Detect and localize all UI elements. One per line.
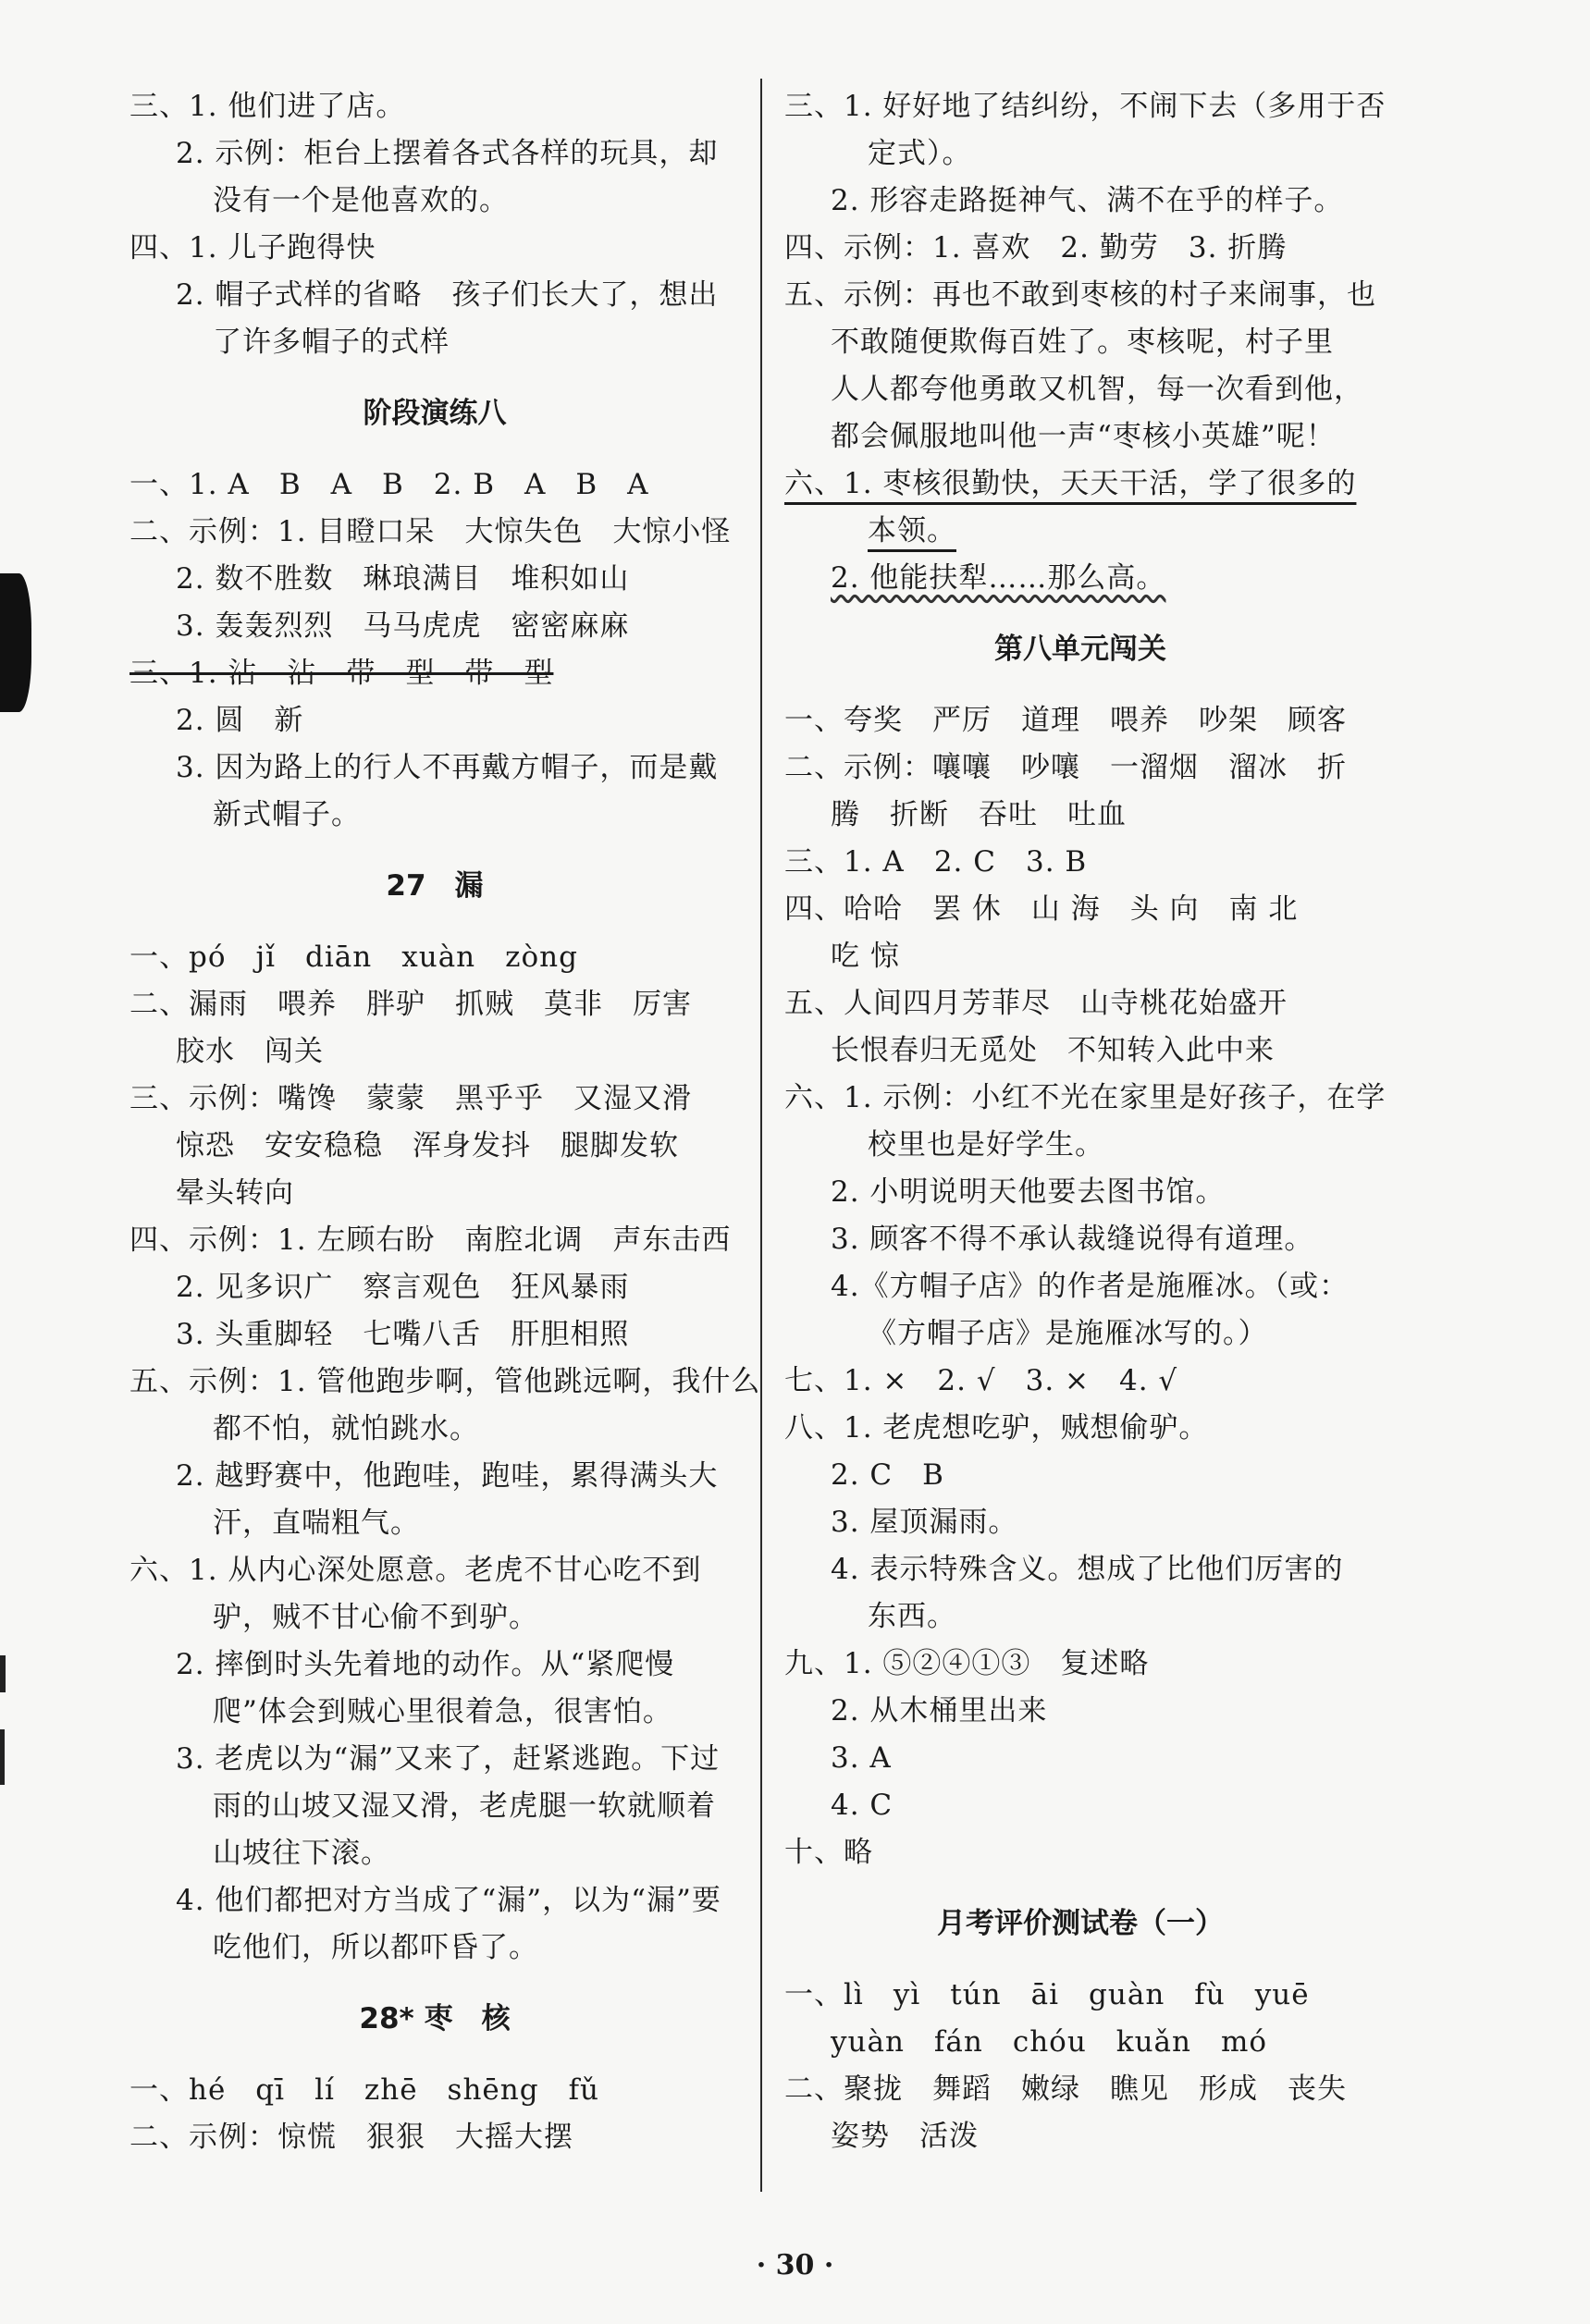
answer-line: [784, 461, 1376, 508]
struck-text: 三、1. 沾 沾 带 型 带 型: [129, 657, 554, 690]
answer-line: 五、人间四月芳菲尽 山寺桃花始盛开: [784, 987, 1288, 1020]
answer-line: 3. 因为路上的行人不再戴方帽子，而是戴: [176, 751, 719, 784]
answer-line: 4. 他们都把对方当成了“漏”，以为“漏”要: [176, 1884, 721, 1917]
answer-line: 惊恐 安安稳稳 浑身发抖 腿脚发软: [176, 1129, 679, 1162]
answer-line: 三、1. A 2. C 3. B: [784, 845, 1088, 879]
answer-line: 人人都夸他勇敢又机智，每一次看到他，: [831, 373, 1363, 406]
answer-line: 《方帽子店》是施雁冰写的。）: [868, 1317, 1268, 1350]
underlined-text: 2. 他能扶犁……那么高。: [831, 561, 1166, 595]
answer-line: 姿势 活泼: [831, 2120, 979, 2153]
answer-line: 驴，贼不甘心偷不到驴。: [213, 1601, 538, 1634]
answer-line: 2. 数不胜数 琳琅满目 堆积如山: [176, 562, 630, 596]
answer-line: 定式）。: [868, 137, 972, 170]
answer-line: 长恨春归无觅处 不知转入此中来: [831, 1034, 1275, 1067]
answer-line: 都会佩服地叫他一声“枣核小英雄”呢！: [831, 420, 1336, 453]
section-heading: 28* 枣 核: [359, 2002, 511, 2035]
answer-line: 3. 屋顶漏雨。: [831, 1506, 1018, 1539]
section-heading: 第八单元闯关: [994, 633, 1166, 666]
answer-line: [784, 555, 1376, 602]
answer-line: 2. 圆 新: [176, 704, 304, 737]
underlined-text: 本领。: [868, 514, 956, 547]
scan-edge-mark: [0, 573, 31, 712]
answer-line: 3. A: [831, 1741, 892, 1775]
answer-line: 没有一个是他喜欢的。: [213, 184, 509, 217]
answer-line: 六、1. 示例：小红不光在家里是好孩子，在学: [784, 1081, 1387, 1114]
answer-line: 三、1. 他们进了店。: [129, 90, 406, 123]
answer-line: [129, 650, 740, 697]
answer-line: 2. 见多识广 察言观色 狂风暴雨: [176, 1271, 630, 1304]
answer-line: 2. 小明说明天他要去图书馆。: [831, 1175, 1226, 1209]
answer-line: 四、1. 儿子跑得快: [129, 231, 376, 264]
answer-line: 吃 惊: [831, 940, 900, 973]
answer-line: 腾 折断 吞吐 吐血: [831, 798, 1127, 831]
answer-line: 2. 摔倒时头先着地的动作。从“紧爬慢: [176, 1648, 675, 1681]
answer-line: 吃他们，所以都吓昏了。: [213, 1931, 538, 1964]
scan-edge-mark: [0, 1729, 5, 1785]
answer-line: 二、示例：1. 目瞪口呆 大惊失色 大惊小怪: [129, 515, 732, 548]
answer-line: 3. 顾客不得不承认裁缝说得有道理。: [831, 1223, 1314, 1256]
answer-line: 校里也是好学生。: [868, 1128, 1104, 1162]
answer-line: [784, 508, 1376, 555]
answer-line: 四、示例：1. 喜欢 2. 勤劳 3. 折腾: [784, 231, 1288, 264]
section-heading: 阶段演练八: [363, 397, 507, 430]
answer-line: 山坡往下滚。: [213, 1837, 390, 1870]
answer-line: 晕头转向: [176, 1176, 294, 1210]
answer-line: 不敢随便欺侮百姓了。枣核呢，村子里: [831, 326, 1334, 359]
answer-line: 2. 从木桶里出来: [831, 1694, 1048, 1728]
answer-line: 四、示例：1. 左顾右盼 南腔北调 声东击西: [129, 1223, 732, 1257]
answer-line: 一、hé qī lí zhē shēng fǔ: [129, 2073, 600, 2107]
answer-line: 4. 表示特殊含义。想成了比他们厉害的: [831, 1553, 1344, 1586]
left-column: [129, 83, 761, 2161]
answer-line: 一、夸奖 严厉 道理 喂养 吵架 顾客: [784, 704, 1347, 737]
answer-line: 一、pó jǐ diān xuàn zòng: [129, 941, 578, 974]
answer-line: 七、1. × 2. √ 3. × 4. √: [784, 1364, 1178, 1397]
answer-line: 东西。: [868, 1600, 956, 1633]
answer-line: 八、1. 老虎想吃驴，贼想偷驴。: [784, 1411, 1209, 1445]
right-column: [784, 83, 1387, 2160]
answer-line: 2. 帽子式样的省略 孩子们长大了，想出: [176, 278, 719, 312]
answer-line: 三、示例：嘴馋 蒙蒙 黑乎乎 又湿又滑: [129, 1082, 692, 1115]
answer-line: 都不怕，就怕跳水。: [213, 1412, 479, 1445]
answer-line: 汗，直喘粗气。: [213, 1506, 420, 1540]
answer-line: 九、1. ⑤②④①③ 复述略: [784, 1647, 1150, 1680]
answer-line: 二、示例：嚷嚷 吵嚷 一溜烟 溜冰 折: [784, 751, 1347, 784]
answer-line: 五、示例：再也不敢到枣核的村子来闹事，也: [784, 278, 1376, 312]
answer-line: 3. 轰轰烈烈 马马虎虎 密密麻麻: [176, 609, 630, 643]
answer-line: 一、1. A B A B 2. B A B A: [129, 468, 649, 501]
answer-line: 四、哈哈 罢 休 山 海 头 向 南 北: [784, 892, 1299, 926]
answer-line: 五、示例：1. 管他跑步啊，管他跳远啊，我什么: [129, 1365, 761, 1398]
scan-edge-mark: [0, 1655, 6, 1692]
column-divider: [760, 79, 762, 2192]
answer-line: 2. 示例：柜台上摆着各式各样的玩具，却: [176, 137, 719, 170]
answer-line: 一、lì yì tún āi guàn fù yuē: [784, 1978, 1310, 2011]
answer-line: 二、漏雨 喂养 胖驴 抓贼 莫非 厉害: [129, 988, 692, 1021]
section-heading: 27 漏: [386, 869, 484, 903]
page-number: · 30 ·: [756, 2249, 834, 2281]
answer-line: 爬”体会到贼心里很着急，很害怕。: [213, 1695, 672, 1728]
answer-line: 二、聚拢 舞蹈 嫩绿 瞧见 形成 丧失: [784, 2072, 1347, 2106]
answer-line: 3. 头重脚轻 七嘴八舌 肝胆相照: [176, 1318, 630, 1351]
answer-line: 了许多帽子的式样: [213, 326, 450, 359]
answer-line: 二、示例：惊慌 狠狠 大摇大摆: [129, 2121, 573, 2154]
answer-line: 4.《方帽子店》的作者是施雁冰。（或：: [831, 1270, 1350, 1303]
answer-line: 2. 越野赛中，他跑哇，跑哇，累得满头大: [176, 1459, 719, 1493]
answer-line: yuàn fán chóu kuǎn mó: [831, 2025, 1268, 2059]
answer-line: 雨的山坡又湿又滑，老虎腿一软就顺着: [213, 1789, 716, 1823]
answer-line: 胶水 闯关: [176, 1035, 324, 1068]
answer-line: 4. C: [831, 1789, 894, 1822]
underlined-text: 六、1. 枣核很勤快，天天干活，学了很多的: [784, 467, 1357, 500]
answer-line: 新式帽子。: [213, 798, 361, 831]
answer-line: 3. 老虎以为“漏”又来了，赶紧逃跑。下过: [176, 1742, 721, 1776]
answer-line: 十、略: [784, 1836, 873, 1869]
section-heading: 月考评价测试卷（一）: [937, 1907, 1224, 1940]
answer-line: 六、1. 从内心深处愿意。老虎不甘心吃不到: [129, 1554, 702, 1587]
answer-line: 2. C B: [831, 1458, 944, 1492]
answer-line: 2. 形容走路挺神气、满不在乎的样子。: [831, 184, 1344, 217]
answer-line: 三、1. 好好地了结纠纷，不闹下去（多用于否: [784, 90, 1387, 123]
